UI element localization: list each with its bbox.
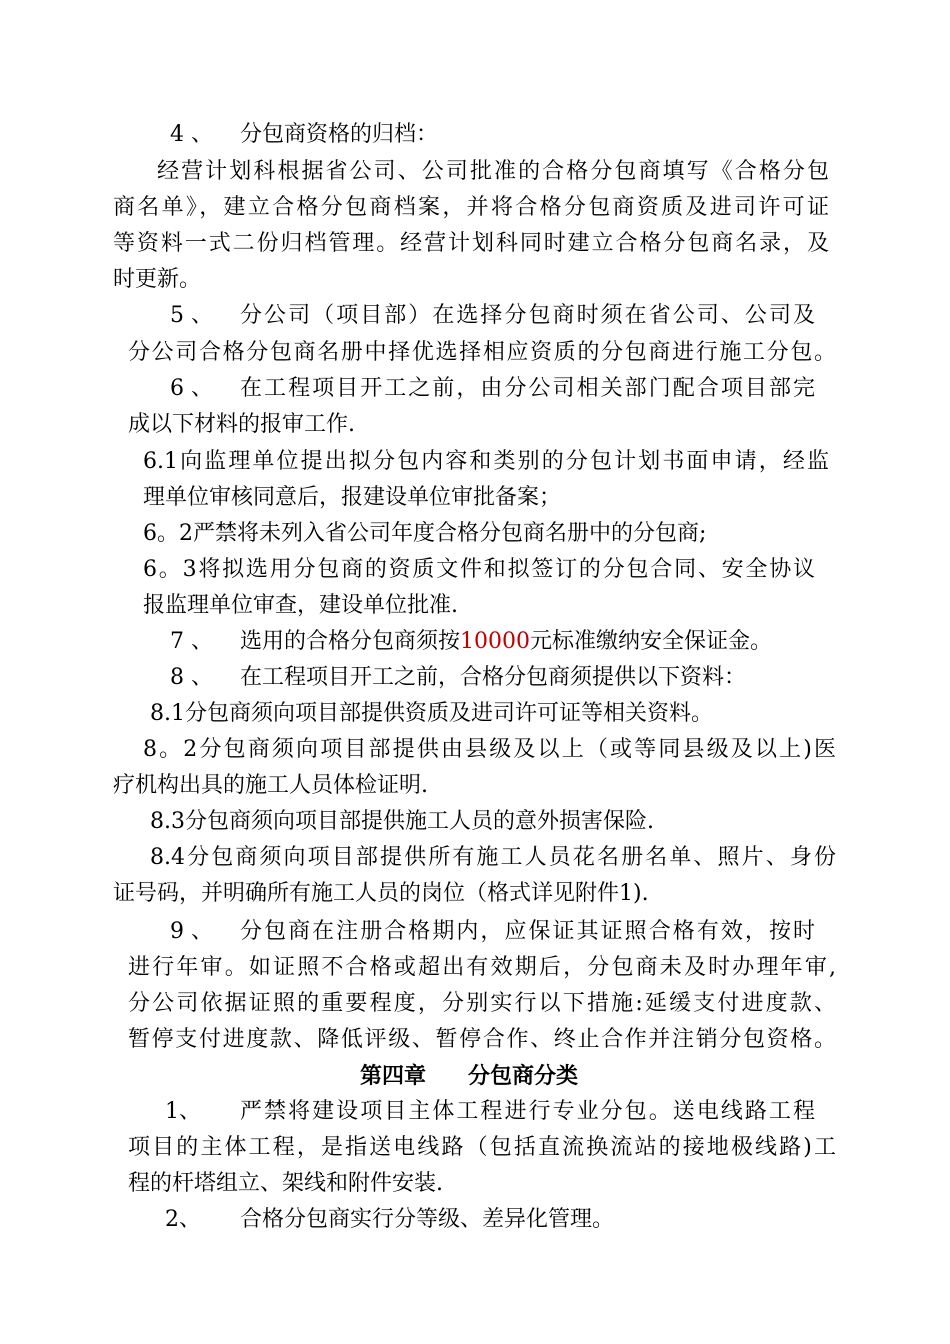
item-8-4-line-2: 证号码，并明确所有施工人员的岗位（格式详见附件1). <box>113 881 649 906</box>
item-9-line-2: 进行年审。如证照不合格或超出有效期后，分包商未及时办理年审, <box>128 955 836 980</box>
item-9-line-4: 暂停支付进度款、降低评级、暂停合作、终止合作并注销分包资格。 <box>128 1027 836 1052</box>
item-4-line-4: 时更新。 <box>113 267 202 292</box>
item-6-3-line-2: 报监理单位审查，建设单位批准. <box>143 593 458 618</box>
item-4-line-3: 等资料一式二份归档管理。经营计划科同时建立合格分包商名录，及 <box>113 231 829 256</box>
chapter-item-1-line-3: 程的杆塔组立、架线和附件安装. <box>128 1171 443 1196</box>
item-7-line-1 <box>240 628 772 656</box>
item-7-text-before: 选用的合格分包商须按 <box>240 629 461 654</box>
item-8-number: 8 、 <box>170 665 213 690</box>
item-8-line-1: 在工程项目开工之前，合格分包商须提供以下资料： <box>240 665 747 690</box>
item-6-line-2: 成以下材料的报审工作. <box>128 412 355 437</box>
chapter-item-1-number: 1、 <box>165 1099 201 1124</box>
chapter-subtitle: 分包商分类 <box>468 1063 579 1089</box>
item-9-number: 9 、 <box>170 919 213 944</box>
item-4-title: 分包商资格的归档： <box>240 122 439 147</box>
chapter-item-1-line-1: 严禁将建设项目主体工程进行专业分包。送电线路工程 <box>240 1099 815 1124</box>
item-9-line-3: 分公司依据证照的重要程度，分别实行以下措施:延缓支付进度款、 <box>128 991 836 1016</box>
item-6-3-line-1: 6。3将拟选用分包商的资质文件和拟签订的分包合同、安全协议 <box>143 557 815 582</box>
item-6-1-line-1: 6.1向监理单位提出拟分包内容和类别的分包计划书面申请，经监 <box>143 449 829 474</box>
item-6-number: 6 、 <box>170 376 213 401</box>
deposit-amount: 10000 <box>460 629 531 654</box>
item-5-number: 5 、 <box>170 303 213 328</box>
item-number: 4 、 <box>170 122 213 147</box>
item-8-3-line-1: 8.3分包商须向项目部提供施工人员的意外损害保险. <box>150 809 654 834</box>
item-5-line-2: 分公司合格分包商名册中择优选择相应资质的分包商进行施工分包。 <box>128 340 836 365</box>
item-8-4-line-1: 8.4分包商须向项目部提供所有施工人员花名册名单、照片、身份 <box>150 845 836 870</box>
item-4-heading <box>170 121 213 149</box>
item-5-line-1: 分公司（项目部）在选择分包商时须在省公司、公司及 <box>240 303 815 328</box>
item-6-line-1: 在工程项目开工之前，由分公司相关部门配合项目部完 <box>240 376 815 401</box>
item-4-line-1: 经营计划科根据省公司、公司批准的合格分包商填写《合格分包 <box>157 159 829 184</box>
item-8-2-line-1: 8。2分包商须向项目部提供由县级及以上（或等同县级及以上)医 <box>143 737 836 762</box>
item-6-1-line-2: 理单位审核同意后，报建设单位审批备案； <box>143 485 562 510</box>
item-7-number: 7 、 <box>170 629 213 654</box>
item-4-line-2: 商名单》，建立合格分包商档案，并将合格分包商资质及进司许可证 <box>113 195 829 220</box>
chapter-title: 第四章 <box>360 1063 427 1089</box>
chapter-item-2-number: 2、 <box>165 1207 201 1232</box>
item-9-line-1: 分包商在注册合格期内，应保证其证照合格有效，按时 <box>240 919 815 944</box>
item-6-2-line-1: 6。2严禁将未列入省公司年度合格分包商名册中的分包商; <box>143 521 707 546</box>
item-8-1-line-1: 8.1分包商须向项目部提供资质及进司许可证等相关资料。 <box>150 701 713 726</box>
chapter-item-1-line-2: 项目的主体工程，是指送电线路（包括直流换流站的接地极线路)工 <box>128 1135 836 1160</box>
item-7-text-after: 元标准缴纳安全保证金。 <box>530 629 773 654</box>
chapter-item-2-line-1: 合格分包商实行分等级、差异化管理。 <box>240 1207 615 1232</box>
item-8-2-line-2: 疗机构出具的施工人员体检证明. <box>113 773 428 798</box>
